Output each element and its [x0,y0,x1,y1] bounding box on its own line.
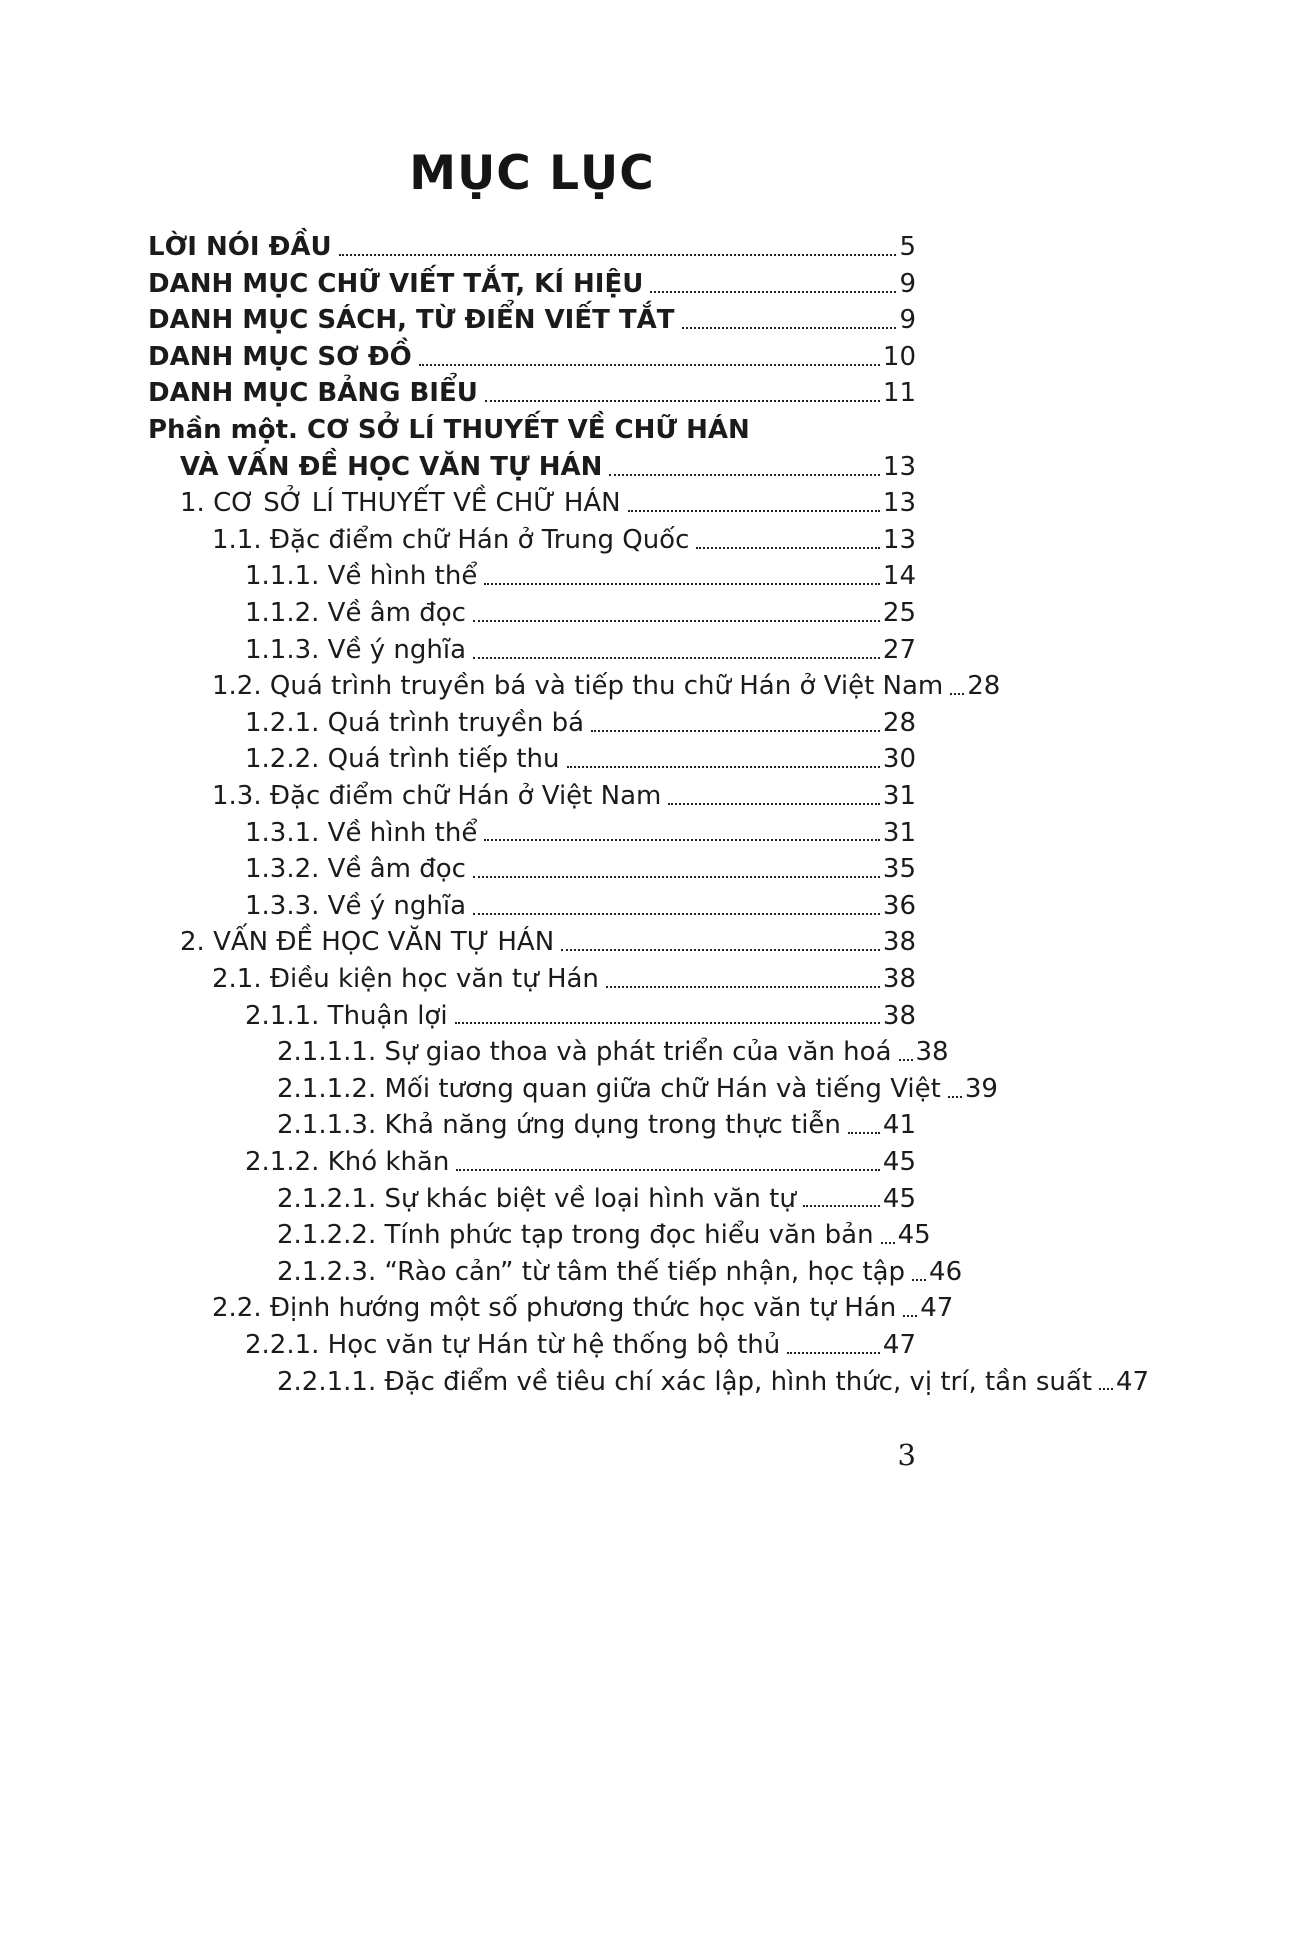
leader-dots [1099,1388,1113,1390]
page-number: 3 [897,1438,916,1472]
toc-entry-label: 1. CƠ SỞ LÍ THUYẾT VỀ CHỮ HÁN [180,488,621,519]
toc-entry [245,556,916,593]
leader-dots [591,730,880,732]
leader-dots [950,693,964,695]
toc-entry-label: DANH MỤC SÁCH, TỪ ĐIỂN VIẾT TẮT [148,305,675,336]
toc-entry [277,1214,931,1251]
toc-entry-page: 38 [882,963,916,994]
toc-entry-label: 1.1.2. Về âm đọc [245,598,466,629]
leader-dots [903,1315,917,1317]
leader-dots [787,1352,880,1354]
toc-entry-page: 36 [882,890,916,921]
leader-dots [899,1059,913,1061]
toc-entry-page: 47 [882,1329,916,1360]
leader-dots [339,254,897,256]
leader-dots [484,583,880,585]
toc-entry-page: 5 [899,232,916,263]
toc-entry-label: 1.3.3. Về ý nghĩa [245,890,466,921]
toc-entry-page: 41 [882,1110,916,1141]
toc-entry [277,1361,1150,1398]
toc-entry [277,1251,963,1288]
toc-entry-label: 2.1. Điều kiện học văn tự Hán [212,963,599,994]
toc-entry-page: 45 [897,1220,931,1251]
toc-entry-label: VÀ VẤN ĐỀ HỌC VĂN TỰ HÁN [180,451,603,482]
toc-entry [245,592,916,629]
toc-entry-page: 11 [882,378,916,409]
toc-entry-page: 31 [882,817,916,848]
toc-entry-page: 46 [929,1256,963,1287]
toc-entry-page: 13 [882,488,916,519]
toc-entry-page: 13 [882,451,916,482]
toc-entry [148,226,916,263]
toc-entry [245,1324,916,1361]
toc-entry [212,519,916,556]
toc-entry-page: 27 [882,634,916,665]
toc-entry-label: DANH MỤC SƠ ĐỒ [148,341,412,372]
toc-entry-label: DANH MỤC BẢNG BIỂU [148,378,478,409]
leader-dots [650,291,896,293]
leader-dots [456,1169,880,1171]
leader-dots [473,913,880,915]
toc-entry-label: 1.3.1. Về hình thể [245,817,478,848]
toc-entry-page: 38 [915,1037,949,1068]
toc-entry-label: 2.1.2.2. Tính phức tạp trong đọc hiểu văn bản [277,1220,874,1251]
toc-entry-label: 1.3. Đặc điểm chữ Hán ở Việt Nam [212,781,662,811]
toc-entry [148,336,916,373]
toc-entry-label: 2.1.1.2. Mối tương quan giữa chữ Hán và tiếng Việt [277,1073,941,1104]
toc-entry [245,995,916,1032]
leader-dots [484,839,880,841]
leader-dots [696,547,880,549]
toc-entry [245,702,916,739]
leader-dots [485,400,880,402]
toc-entry-page: 31 [882,781,916,811]
toc-entry-label: 2.1.2. Khó khăn [245,1146,450,1177]
toc-entry-page: 9 [899,268,916,299]
leader-dots [473,620,880,622]
toc-entry-page: 30 [882,744,916,775]
toc-entry [212,775,916,812]
leader-dots [682,327,897,329]
toc-entry-label: 2. VẤN ĐỀ HỌC VĂN TỰ HÁN [180,927,555,958]
toc-entry-page: 14 [882,561,916,592]
leader-dots [912,1279,926,1281]
leader-dots [609,474,880,476]
toc-entry-label: 1.3.2. Về âm đọc [245,854,466,885]
toc-entry-label: Phần một. CƠ SỞ LÍ THUYẾT VỀ CHỮ HÁN [148,415,750,446]
toc-entry-page: 25 [882,598,916,629]
toc-entry-label: 2.1.1. Thuận lợi [245,1000,448,1031]
leader-dots [803,1205,880,1207]
toc-entry-label: 1.2. Quá trình truyền bá và tiếp thu chữ Hán ở Việt Nam [212,671,944,702]
toc-entry-label: 1.1.1. Về hình thể [245,561,478,592]
toc-entry-label: 2.1.1.1. Sự giao thoa và phát triển của văn hoá [277,1037,892,1068]
page-title: MỤC LỤC [409,146,655,201]
leader-dots [606,986,880,988]
toc-entry-page: 38 [882,1000,916,1031]
toc-entry-label: LỜI NÓI ĐẦU [148,232,332,263]
leader-dots [567,766,880,768]
toc-list [148,226,1150,1397]
toc-content [148,146,1150,1397]
toc-entry-label: 2.1.2.1. Sự khác biệt về loại hình văn tự [277,1183,796,1214]
leader-dots [473,876,880,878]
toc-entry-label: 2.2.1.1. Đặc điểm về tiêu chí xác lập, hình thức, vị trí, tần suất [277,1366,1093,1397]
toc-entry [212,1288,954,1325]
toc-entry [277,1031,949,1068]
toc-entry [148,300,916,337]
toc-entry-page: 35 [882,854,916,885]
toc-entry [277,1105,916,1142]
toc-entry-label: 2.1.2.3. “Rào cản” từ tâm thế tiếp nhận, học tập [277,1256,906,1287]
toc-entry [180,446,916,483]
leader-dots [881,1242,895,1244]
toc-entry [148,263,916,300]
toc-entry [212,666,1001,703]
toc-entry-page: 39 [964,1073,998,1104]
leader-dots [455,1022,880,1024]
toc-entry [245,812,916,849]
toc-entry-page: 38 [882,927,916,958]
toc-entry [180,922,916,959]
toc-entry-label: 2.2.1. Học văn tự Hán từ hệ thống bộ thủ [245,1329,781,1360]
leader-dots [561,949,880,951]
toc-entry [148,373,916,410]
toc-entry-page: 47 [1116,1366,1150,1397]
leader-dots [628,510,880,512]
toc-entry [245,629,916,666]
toc-entry-label: 1.1. Đặc điểm chữ Hán ở Trung Quốc [212,524,690,555]
toc-entry-page: 45 [882,1146,916,1177]
toc-entry-label: 2.2. Định hướng một số phương thức học văn tự Hán [212,1293,897,1324]
toc-entry-page: 10 [882,341,916,372]
toc-entry [245,848,916,885]
leader-dots [948,1096,962,1098]
toc-entry [212,958,916,995]
toc-entry [245,739,916,776]
toc-entry-page: 13 [882,524,916,555]
toc-entry-label: DANH MỤC CHỮ VIẾT TẮT, KÍ HIỆU [148,268,644,299]
toc-entry-page: 9 [899,305,916,336]
toc-entry-page: 28 [967,671,1001,702]
toc-entry-page: 45 [882,1183,916,1214]
leader-dots [848,1132,880,1134]
toc-entry-label: 1.2.2. Quá trình tiếp thu [245,744,560,775]
leader-dots [668,803,880,805]
toc-entry-label: 1.1.3. Về ý nghĩa [245,634,466,665]
toc-entry [245,885,916,922]
toc-entry-label: 2.1.1.3. Khả năng ứng dụng trong thực tiễn [277,1110,841,1141]
toc-entry [148,409,916,446]
toc-entry-page: 47 [920,1293,954,1324]
toc-entry [277,1178,916,1215]
toc-entry [245,1141,916,1178]
leader-dots [473,657,880,659]
toc-entry [180,483,916,520]
toc-entry-page: 28 [882,707,916,738]
leader-dots [419,364,880,366]
toc-entry [277,1068,998,1105]
toc-entry-label: 1.2.1. Quá trình truyền bá [245,707,585,738]
